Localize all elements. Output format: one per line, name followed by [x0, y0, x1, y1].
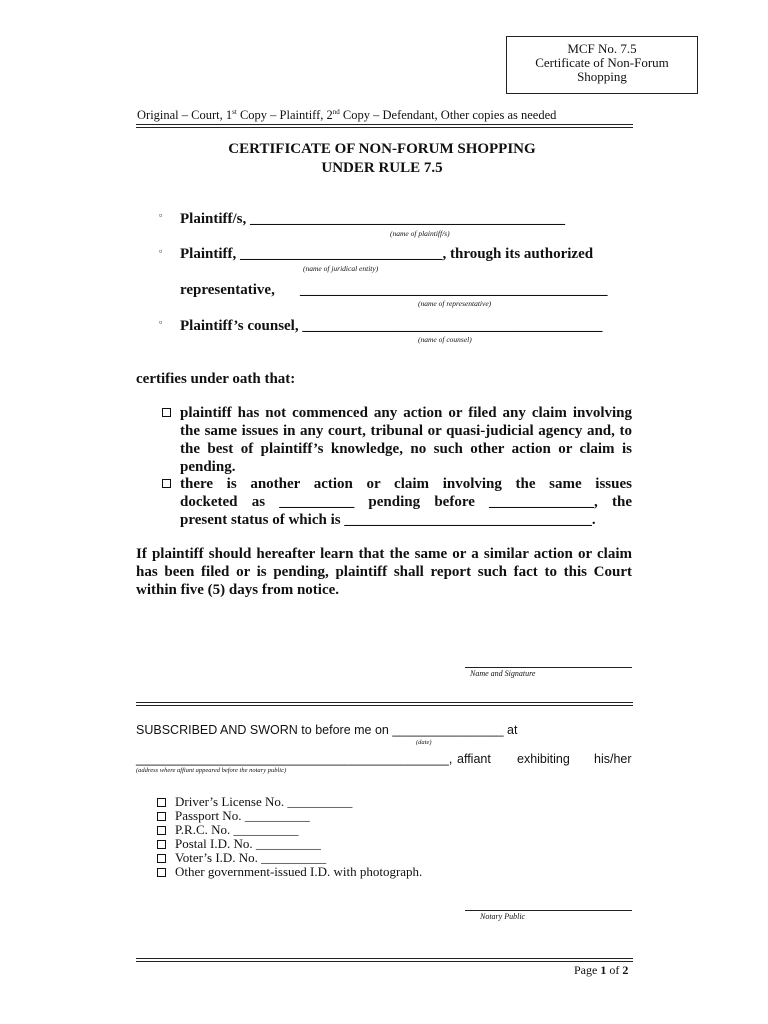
form-title-line1: Certificate of Non-Forum [535, 55, 669, 70]
option-no-other-action-text: plaintiff has not commenced any action or filed any claim involving the same issues in any court, tribunal or quasi-judicial agency and, to the best of plaintiff’s knowledge, no such other action or claim is pending. [180, 405, 632, 475]
undertaking-paragraph: If plaintiff should hereafter learn that the same or a similar action or claim has been filed or is pending, plaintiff shall report such fact to this Court within five (5) days from notice. [136, 546, 632, 598]
jurat-rule-bottom [136, 705, 633, 706]
id-option-checkbox[interactable] [157, 798, 166, 807]
signature-line[interactable] [465, 667, 632, 668]
representative-label: representative, [180, 282, 275, 298]
id-option-checkbox[interactable] [157, 854, 166, 863]
representative-caption: (name of representative) [418, 299, 492, 308]
id-option[interactable]: Voter’s I.D. No. __________ [157, 851, 422, 865]
id-options-list [157, 795, 422, 879]
footer-rule-top [136, 958, 633, 959]
address-caption: (address where affiant appeared before the notary public) [136, 767, 287, 774]
affiant-word: affiant [457, 752, 491, 766]
id-option[interactable]: Passport No. __________ [157, 809, 422, 823]
option-other-action-line1: there is another action or claim involving the same issues [180, 476, 632, 492]
form-number: MCF No. 7.5 [567, 41, 637, 56]
id-option[interactable]: Other government-issued I.D. with photograph. [157, 865, 422, 879]
certifies-text: certifies under oath that: [136, 371, 296, 387]
notary-caption: Notary Public [480, 912, 526, 921]
plaintiffs-field[interactable]: Plaintiff/s, __________________________________________ [180, 211, 565, 227]
id-option[interactable]: Postal I.D. No. __________ [157, 837, 422, 851]
jurat-rule-top [136, 702, 633, 703]
id-option-checkbox[interactable] [157, 840, 166, 849]
option-other-action-checkbox[interactable] [162, 479, 171, 488]
address-field[interactable]: _____________________________________________, [136, 752, 453, 766]
id-option[interactable]: Driver’s License No. __________ [157, 795, 422, 809]
form-title-line2: Shopping [577, 69, 627, 84]
copy-distribution: Original – Court, 1st Copy – Plaintiff, 2nd Copy – Defendant, Other copies as needed [137, 108, 557, 123]
form-number-box [506, 36, 698, 94]
id-option-checkbox[interactable] [157, 826, 166, 835]
header-rule-top [136, 124, 633, 125]
counsel-field[interactable]: Plaintiff’s counsel, ________________________________________ [180, 318, 603, 334]
juridical-caption: (name of juridical entity) [303, 264, 379, 273]
plaintiffs-caption: (name of plaintiff/s) [390, 229, 450, 238]
bullet-juridical: ▫ [159, 246, 163, 256]
option-no-other-action-checkbox[interactable] [162, 408, 171, 417]
id-option[interactable]: P.R.C. No. __________ [157, 823, 422, 837]
bullet-plaintiffs: ▫ [159, 210, 163, 220]
exhibiting-word: exhibiting [517, 752, 570, 766]
jurat-line[interactable]: SUBSCRIBED AND SWORN to before me on ________________ at [136, 723, 518, 737]
jurat-date-caption: (date) [416, 739, 432, 746]
counsel-caption: (name of counsel) [418, 335, 472, 344]
document-title: CERTIFICATE OF NON-FORUM SHOPPING UNDER RULE 7.5 [228, 141, 536, 176]
bullet-counsel: ▫ [159, 317, 163, 327]
header-rule-bottom [136, 127, 633, 128]
option-other-action-line3[interactable]: present status of which is _________________________________. [180, 512, 596, 528]
hisher-word: his/her [594, 752, 632, 766]
notary-signature-line[interactable] [465, 910, 632, 911]
juridical-entity-field[interactable]: Plaintiff, ___________________________, through its authorized [180, 246, 594, 262]
id-option-checkbox[interactable] [157, 812, 166, 821]
page-number: Page 1 of 2 [574, 963, 629, 977]
representative-field[interactable]: _________________________________________ [300, 282, 608, 298]
option-other-action-line2[interactable]: docketed as __________ pending before ______________, the [180, 494, 632, 510]
signature-caption: Name and Signature [470, 669, 536, 678]
id-option-checkbox[interactable] [157, 868, 166, 877]
footer-rule-bottom [136, 961, 633, 962]
